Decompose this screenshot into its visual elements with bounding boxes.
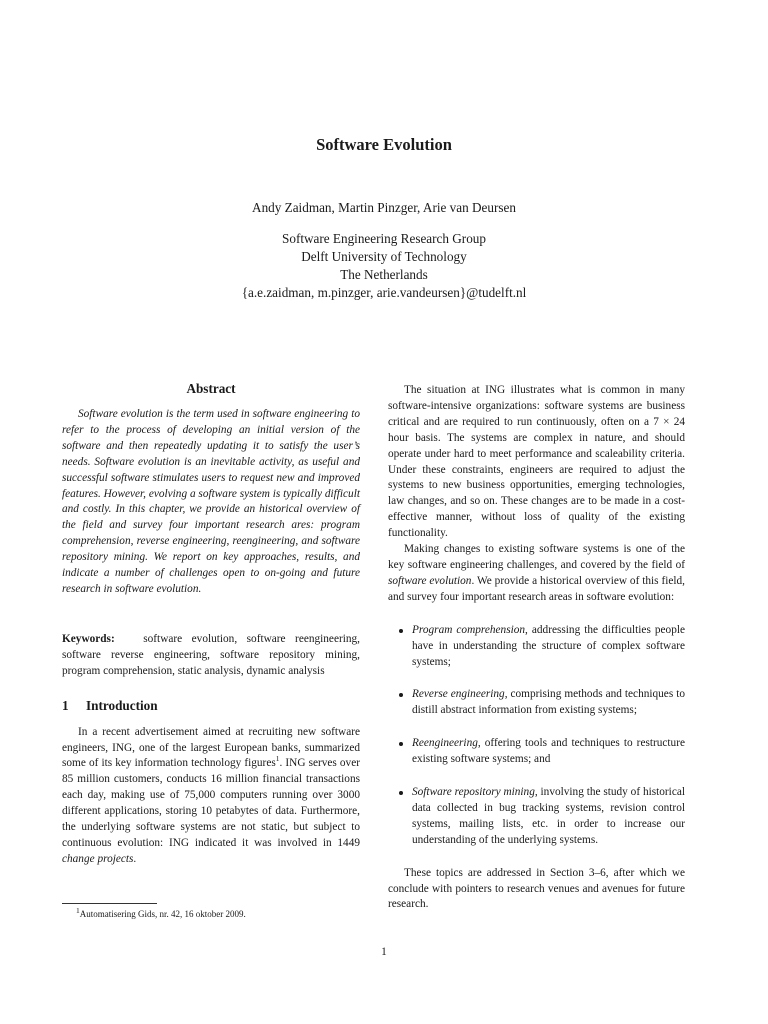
author-emails: {a.e.zaidman, m.pinzger, arie.vandeursen}@tudelft.nl: [241, 285, 527, 300]
university: Delft University of Technology: [301, 249, 467, 264]
para-text-part: Making changes to existing software systems is one of the key software engineering challenges, and covered by the field of: [388, 543, 685, 571]
abstract-heading: Abstract: [186, 381, 236, 396]
left-column: [62, 380, 360, 868]
list-item: [388, 785, 685, 849]
list-item-text: , addressing the difficulties people have in understanding the structure of complex software systems;: [412, 623, 685, 668]
footnote-text: Automatisering Gids, nr. 42, 16 oktober 2009.: [79, 909, 246, 919]
list-item-term: Reengineering: [412, 737, 478, 750]
bullet-icon: [399, 791, 403, 795]
para-emphasis: software evolution: [388, 574, 472, 587]
keywords-label: Keywords:: [62, 632, 115, 645]
para-text-part: . We provide a historical overview of this field, and survey four important research areas in software evolution:: [388, 574, 685, 603]
country: The Netherlands: [340, 267, 428, 282]
intro-text-part: .: [133, 852, 137, 865]
intro-text-part: . ING serves over 85 million customers, conducts 16 million financial transactions each day, making use of 75,000 computers running over 3000 different applications, storing 10 petabytes of data. Furthermore, the underlying software systems are not static, but subject to continuous evolution: ING indicated it was involved in 1449: [62, 757, 360, 849]
keywords-text: software evolution, software reengineering, software reverse engineering, software repository mining, program comprehension, static analysis, dynamic analysis: [62, 632, 360, 677]
section-number: 1: [62, 697, 69, 713]
list-item: [388, 623, 685, 671]
intro-emphasis: change projects: [62, 852, 134, 865]
right-paragraph-1: The situation at ING illustrates what is common in many software-intensive organizations: software systems are business critical and are required to run continuously, often on a 7 × 24 hour basis. The systems are complex in nature, and should operate under hard to meet performance and scaleability criteria. Under these constraints, engineers are required to adjust the systems to new business opportunities, emerging technologies, law changes, and so on. These changes are to be made in a cost-effective manner, without loss of quality of the existing functionality.: [388, 384, 685, 540]
right-paragraph-3: These topics are addressed in Section 3–6, after which we conclude with pointers to research venues and avenues for future research.: [388, 866, 685, 911]
section-title: Introduction: [86, 697, 158, 713]
list-item-text: , offering tools and techniques to restructure existing software systems; and: [412, 737, 685, 766]
paper-title: Software Evolution: [316, 135, 452, 154]
author-list: Andy Zaidman, Martin Pinzger, Arie van Deursen: [252, 200, 516, 215]
footnote-divider: [62, 903, 157, 904]
footnote: [62, 908, 360, 920]
list-item-term: Reverse engineering: [412, 688, 505, 701]
research-group: Software Engineering Research Group: [282, 231, 486, 246]
list-item: [388, 736, 685, 768]
bullet-icon: [399, 742, 403, 746]
list-item-text: , comprising methods and techniques to distill abstract information from existing systems;: [412, 688, 685, 717]
research-areas-list: [388, 623, 685, 849]
right-paragraph-2: [388, 542, 685, 606]
list-item-term: Program comprehension: [412, 623, 526, 636]
introduction-paragraph: [62, 725, 360, 868]
affiliation-block: [0, 230, 768, 302]
list-item-text: , involving the study of historical data collected in bug tracking systems, revision control systems, mailing lists, etc. in order to increase our understanding of the underlying systems.: [412, 786, 685, 846]
intro-text-part: In a recent advertisement aimed at recruiting new software engineers, ING, one of the largest European banks, summarized some of its key information technology figures: [62, 725, 360, 770]
footnote-mark: 1: [76, 906, 80, 915]
keywords-block: [62, 632, 360, 680]
section-heading-introduction: [62, 697, 360, 715]
abstract-text: Software evolution is the term used in software engineering to refer to the process of developing an initial version of the software and then repeatedly updating it to satisfy the user’s needs. Software evolution is an inevitable activity, as useful and successful software stimulates users to request new and improved features. However, evolving a software system is typically difficult and costly. In this chapter, we provide an historical overview of the field and survey four important research ares: program comprehension, reverse engineering, reengineering, and software repository mining. We report on key approaches, results, and indicate a number of challenges open to on-going and future research in software evolution.: [62, 408, 360, 595]
page-number: 1: [381, 946, 387, 958]
bullet-icon: [399, 693, 403, 697]
bullet-icon: [399, 629, 403, 633]
list-item: [388, 687, 685, 719]
footnote-reference: 1: [275, 754, 280, 764]
right-column: [388, 383, 685, 913]
list-item-term: Software repository mining: [412, 786, 535, 799]
